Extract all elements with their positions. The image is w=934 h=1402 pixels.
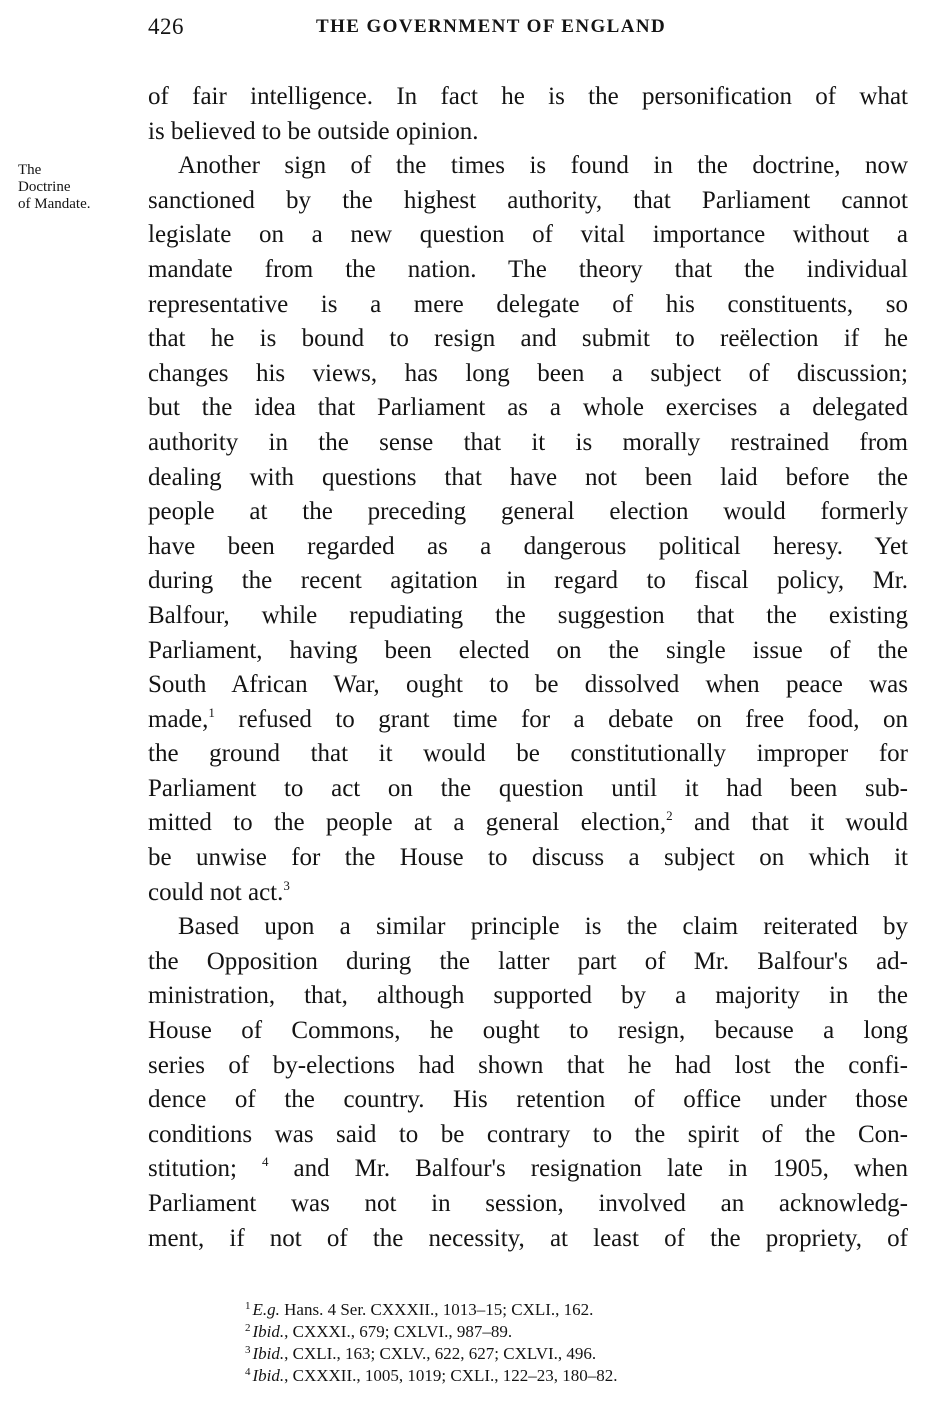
text-line: Balfour, while repudiating the suggestion that the existing — [148, 601, 908, 629]
text-line: mandate from the nation. The theory that the individual — [148, 255, 908, 283]
body-text — [148, 80, 908, 1256]
text-line — [148, 703, 908, 738]
footnote-lead: Ibid. — [252, 1366, 285, 1385]
text-line — [148, 806, 908, 841]
text-line: dence of the country. His retention of office under those — [148, 1086, 908, 1114]
text-line: conditions was said to be contrary to the spirit of the Con- — [148, 1120, 908, 1148]
text-line: House of Commons, he ought to resign, because a long — [148, 1017, 908, 1045]
footnote — [245, 1321, 845, 1343]
footnote-ref: 2 — [666, 808, 673, 824]
footnote-ref: 3 — [283, 877, 290, 893]
text-fragment: and that it would — [693, 809, 908, 837]
running-title: THE GOVERNMENT OF ENGLAND — [316, 16, 667, 37]
text-line: during the recent agitation in regard to fiscal policy, Mr. — [148, 567, 908, 595]
text-line: changes his views, has long been a subject of discussion; — [148, 359, 908, 387]
text-line: legislate on a new question of vital importance without a — [148, 221, 908, 249]
text-fragment: refused to grant time for a debate on free food, on — [238, 705, 909, 733]
margin-note — [18, 162, 142, 213]
text-line: authority in the sense that it is morally restrained from — [148, 428, 908, 456]
text-line: dealing with questions that have not been laid before the — [148, 463, 908, 491]
footnote-lead: E.g. — [252, 1300, 280, 1319]
margin-note-line: Doctrine — [18, 179, 71, 195]
margin-note-line: The — [18, 162, 42, 178]
footnote — [245, 1343, 845, 1365]
text-line: that he is bound to resign and submit to reëlection if he — [148, 325, 908, 353]
text-line: but the idea that Parliament as a whole exercises a delegated — [148, 394, 908, 422]
footnote — [245, 1365, 845, 1387]
footnote-mark: 3 — [245, 1344, 251, 1356]
text-line: ministration, that, although supported by a majority in the — [148, 982, 908, 1010]
footnote-text: , CXLI., 163; CXLV., 622, 627; CXLVI., 496. — [284, 1344, 597, 1363]
text-line: South African War, ought to be dissolved when peace was — [148, 671, 908, 699]
footnote — [245, 1299, 845, 1321]
text-line: be unwise for the House to discuss a subject on which it — [148, 844, 908, 872]
footnote-text: , CXXXI., 679; CXLVI., 987–89. — [284, 1322, 513, 1341]
text-line: Parliament, having been elected on the single issue of the — [148, 636, 908, 664]
text-line: sanctioned by the highest authority, that Parliament cannot — [148, 186, 908, 214]
footnote-mark: 2 — [245, 1322, 251, 1334]
text-fragment: and Mr. Balfour's resignation late in 1905, when — [293, 1155, 909, 1183]
text-line: representative is a mere delegate of his constituents, so — [148, 290, 908, 318]
footnote-text: Hans. 4 Ser. CXXXII., 1013–15; CXLI., 162. — [279, 1300, 594, 1319]
text-fragment: made, — [148, 705, 209, 733]
text-line: the ground that it would be constitutionally improper for — [148, 740, 908, 768]
text-line: is believed to be outside opinion. — [148, 117, 479, 145]
page-header — [148, 14, 908, 48]
text-line — [148, 876, 908, 911]
text-line: have been regarded as a dangerous political heresy. Yet — [148, 532, 908, 560]
footnote-lead: Ibid. — [252, 1344, 285, 1363]
text-line: Parliament was not in session, involved an acknowledg- — [148, 1190, 908, 1217]
footnote-lead: Ibid. — [252, 1322, 285, 1341]
text-line: series of by-elections had shown that he had lost the confi- — [148, 1051, 908, 1079]
footnote-ref: 1 — [208, 704, 215, 720]
text-fragment: mitted to the people at a general election, — [148, 809, 667, 837]
text-line: the Opposition during the latter part of Mr. Balfour's ad- — [148, 947, 908, 975]
text-line: people at the preceding general election would formerly — [148, 498, 908, 526]
footnote-mark: 4 — [245, 1366, 251, 1378]
footnotes — [245, 1299, 845, 1387]
text-line: Another sign of the times is found in the doctrine, now — [178, 152, 908, 180]
footnote-text: , CXXXII., 1005, 1019; CXLI., 122–23, 180–82. — [284, 1366, 618, 1385]
margin-note-line: of Mandate. — [18, 196, 91, 212]
text-line: Parliament to act on the question until it had been sub- — [148, 774, 908, 802]
text-line — [148, 1152, 908, 1187]
footnote-ref: 4 — [261, 1154, 269, 1170]
footnote-mark: 1 — [245, 1300, 251, 1312]
text-fragment: could not act. — [148, 878, 284, 906]
text-line: of fair intelligence. In fact he is the personification of what — [148, 83, 908, 110]
text-line: ment, if not of the necessity, at least of the propriety, of — [148, 1224, 908, 1252]
page-number: 426 — [148, 14, 184, 39]
text-fragment: stitution; — [148, 1155, 262, 1183]
text-line: Based upon a similar principle is the claim reiterated by — [178, 913, 908, 941]
